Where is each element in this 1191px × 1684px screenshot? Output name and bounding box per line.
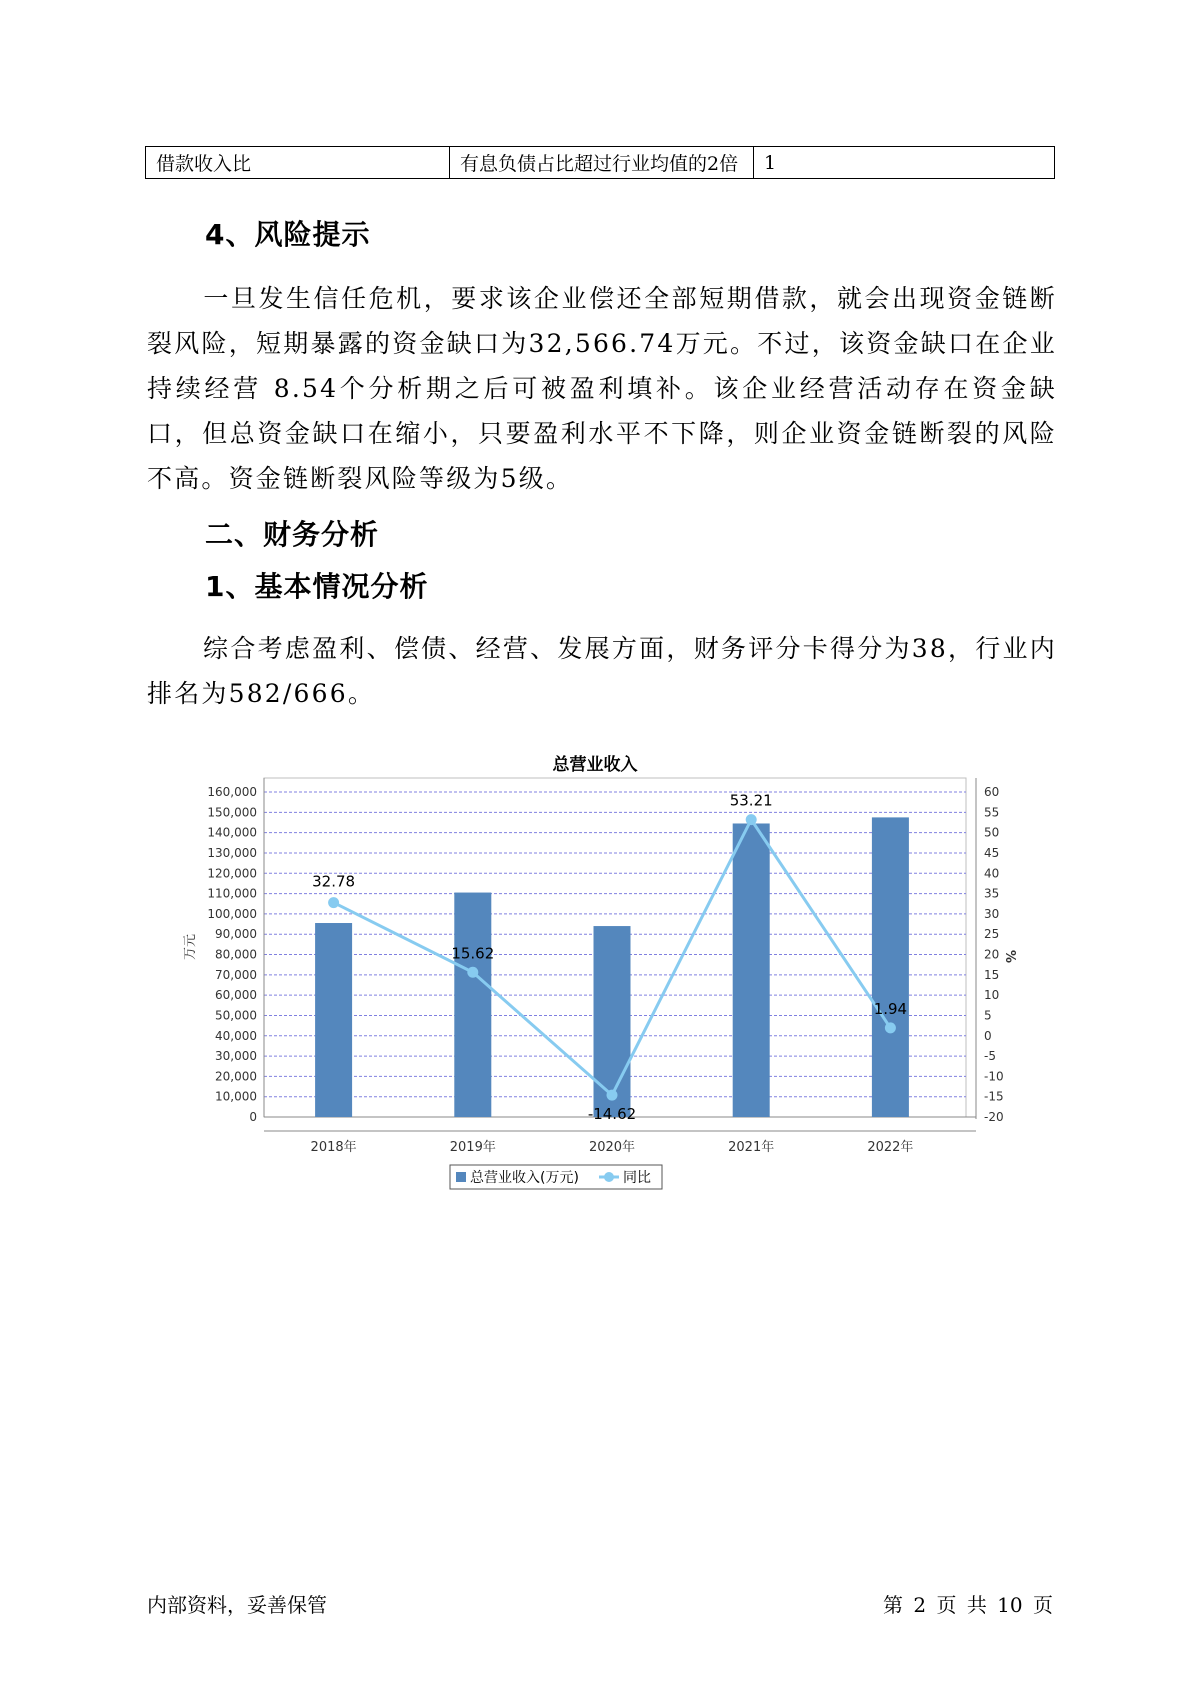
x-tick-label: 2022年	[867, 1140, 914, 1155]
y-tick-label: 110,000	[207, 886, 257, 901]
yoy-data-label: -14.62	[587, 1105, 637, 1124]
risk-text: 一旦发生信任危机，要求该企业偿还全部短期借款，就会出现资金链断裂风险，短期暴露的资金缺口为32,566.74万元。不过，该资金缺口在企业持续经营 8.54个分析期之后可被盈利填补。该企业经营活动存在资金缺口，但总资金缺口在缩小，只要盈利水平不下降，则企业资金链断裂的风险不高。资金链断裂风险等级为5级。	[147, 284, 1057, 493]
indicator-table	[145, 146, 1055, 179]
x-tick-label: 2019年	[449, 1140, 496, 1155]
basic-analysis-heading: 1、基本情况分析	[205, 570, 429, 603]
y-axis-title: 万元	[183, 933, 198, 960]
revenue-chart	[180, 740, 1040, 1210]
y2-tick-label: 25	[984, 927, 1000, 942]
y-tick-label: 120,000	[207, 866, 257, 881]
revenue-chart-svg	[180, 740, 1040, 1210]
yoy-data-label: 32.78	[312, 872, 356, 891]
y2-tick-label: 10	[984, 988, 1000, 1003]
yoy-point	[467, 967, 478, 978]
y2-tick-label: -5	[984, 1049, 996, 1064]
table-cell: 有息负债占比超过行业均值的2倍	[450, 147, 754, 179]
finance-text: 综合考虑盈利、偿债、经营、发展方面，财务评分卡得分为38，行业内排名为582/666。	[147, 634, 1057, 708]
y2-tick-label: 15	[984, 967, 1000, 982]
y-tick-label: 40,000	[215, 1028, 257, 1043]
bar	[594, 926, 631, 1117]
y-tick-label: 150,000	[207, 805, 257, 820]
y2-tick-label: -15	[984, 1089, 1004, 1104]
x-tick-label: 2021年	[728, 1140, 775, 1155]
bar	[454, 893, 491, 1117]
legend-bar-label: 总营业收入(万元)	[470, 1170, 579, 1186]
legend-line-label: 同比	[623, 1170, 651, 1186]
y-tick-label: 100,000	[207, 906, 257, 921]
y2-tick-label: 40	[984, 866, 1000, 881]
yoy-point	[607, 1090, 618, 1101]
table-row	[146, 147, 1055, 179]
y-tick-label: 20,000	[215, 1069, 257, 1084]
y2-tick-label: 45	[984, 845, 1000, 860]
y-tick-label: 90,000	[215, 927, 257, 942]
y-tick-label: 80,000	[215, 947, 257, 962]
y2-tick-label: 5	[984, 1008, 992, 1023]
y2-axis-title: %	[1002, 950, 1017, 964]
bar	[733, 823, 770, 1117]
bar	[872, 817, 909, 1117]
y-tick-label: 130,000	[207, 845, 257, 860]
yoy-data-label: 53.21	[729, 791, 773, 810]
risk-paragraph	[147, 276, 1057, 501]
table-cell: 1	[754, 147, 1055, 179]
y2-tick-label: 35	[984, 886, 1000, 901]
yoy-data-label: 15.62	[451, 944, 495, 963]
y2-tick-label: -10	[984, 1069, 1004, 1084]
y-tick-label: 30,000	[215, 1049, 257, 1064]
y-tick-label: 160,000	[207, 785, 257, 799]
yoy-data-label: 1.94	[873, 999, 908, 1018]
finance-heading: 二、财务分析	[205, 518, 380, 551]
y2-tick-label: 30	[984, 906, 1000, 921]
y-tick-label: 60,000	[215, 988, 257, 1003]
bar	[315, 923, 352, 1117]
y2-tick-label: 60	[984, 785, 1000, 799]
chart-title: 总营业收入	[552, 755, 638, 775]
y-tick-label: 70,000	[215, 967, 257, 982]
y-tick-label: 140,000	[207, 825, 257, 840]
y-tick-label: 10,000	[215, 1089, 257, 1104]
y-tick-label: 0	[249, 1110, 257, 1124]
y2-tick-label: 0	[984, 1028, 992, 1043]
x-tick-label: 2020年	[588, 1140, 636, 1155]
y2-tick-label: 50	[984, 825, 1000, 840]
y2-tick-label: 55	[984, 805, 1000, 820]
y-tick-label: 50,000	[215, 1008, 257, 1023]
table-cell: 借款收入比	[146, 147, 450, 179]
x-tick-label: 2018年	[310, 1140, 357, 1155]
finance-paragraph	[147, 626, 1057, 716]
footer-page-number: 第 2 页 共 10 页	[883, 1593, 1053, 1617]
yoy-point	[885, 1022, 896, 1033]
footer-confidential: 内部资料，妥善保管	[147, 1593, 327, 1617]
risk-heading: 4、风险提示	[205, 218, 371, 251]
legend-line-marker	[604, 1172, 614, 1182]
yoy-point	[746, 814, 757, 825]
yoy-point	[328, 897, 339, 908]
legend-bar-swatch	[456, 1172, 466, 1182]
y2-tick-label: 20	[984, 947, 1000, 962]
y2-tick-label: -20	[984, 1110, 1004, 1124]
